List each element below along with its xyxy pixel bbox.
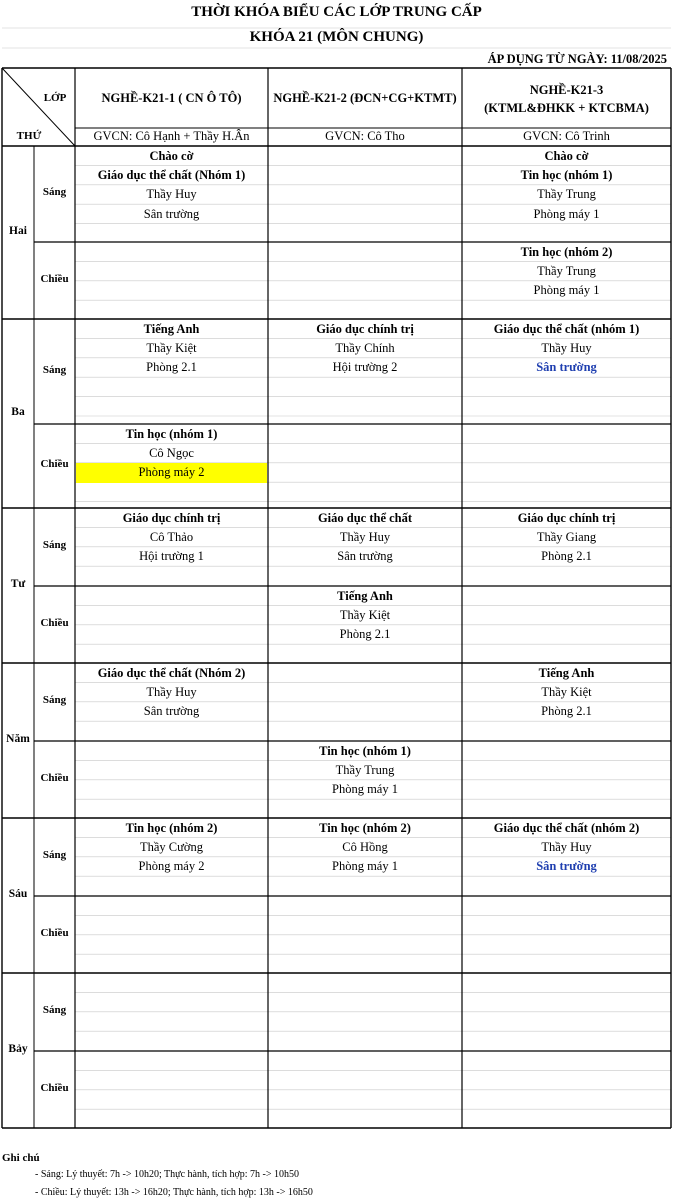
class-header-1: NGHỀ-K21-1 ( CN Ô TÔ): [101, 91, 242, 105]
page-title: THỜI KHÓA BIỂU CÁC LỚP TRUNG CẤP: [191, 4, 482, 20]
schedule-entry-line: Thầy Huy: [541, 839, 592, 854]
schedule-entry-line: Thầy Huy: [146, 187, 197, 202]
schedule-entry-line: Phòng 2.1: [541, 549, 592, 564]
schedule-entry-line: Tin học (nhóm 2): [125, 820, 218, 835]
schedule-entry-line: Tin học (nhóm 1): [520, 167, 613, 182]
schedule-entry-line: Tin học (nhóm 1): [125, 426, 218, 441]
corner-class-label: LỚP: [43, 92, 67, 104]
schedule-entry-line: Thầy Kiệt: [339, 607, 391, 622]
schedule-entry-line: Thầy Huy: [339, 529, 391, 544]
schedule-entry-line: Phòng máy 1: [533, 283, 600, 298]
session-label-afternoon: Chiều: [40, 1081, 69, 1094]
schedule-entry-line: Giáo dục thể chất (nhóm 1): [493, 321, 640, 336]
schedule-entry-line: Giáo dục thể chất (Nhóm 2): [97, 665, 246, 680]
schedule-entry-line: Thầy Trung: [335, 762, 395, 777]
session-label-afternoon: Chiều: [40, 616, 69, 629]
schedule-entry-line: Cô Ngọc: [149, 445, 194, 460]
schedule-entry-line: Giáo dục chính trị: [122, 510, 221, 525]
schedule-entry-line: Giáo dục thể chất: [317, 510, 413, 525]
schedule-entry-line: Thầy Chính: [335, 340, 395, 355]
session-label-afternoon: Chiều: [40, 926, 69, 939]
homeroom-teacher-3: GVCN: Cô Trinh: [523, 129, 610, 143]
schedule-entry-line: Hội trường 2: [332, 360, 398, 375]
schedule-entry-line: Thầy Kiệt: [146, 340, 197, 355]
schedule-entry-line: Thầy Trung: [537, 187, 596, 202]
corner-day-label: THỨ: [16, 130, 42, 142]
schedule-entry-line: Phòng máy 1: [332, 859, 398, 874]
schedule-entry-line: Thầy Trung: [537, 263, 596, 278]
schedule-entry-line: Giáo dục chính trị: [316, 321, 414, 336]
schedule-entry-line: Sân trường: [337, 549, 393, 564]
note-afternoon: - Chiều: Lý thuyết: 13h -> 16h20; Thực hành, tích hợp: 13h -> 16h50: [35, 1187, 313, 1198]
notes-title: Ghi chú: [2, 1152, 40, 1164]
schedule-entry-line: Cô Thảo: [149, 529, 194, 544]
session-label-afternoon: Chiều: [40, 458, 69, 470]
session-label-morning: Sáng: [42, 186, 67, 198]
day-label: Hai: [9, 224, 27, 237]
day-label: Bảy: [8, 1042, 28, 1055]
session-label-morning: Sáng: [42, 694, 67, 706]
schedule-entry-line: Chào cờ: [149, 148, 194, 163]
day-label: Ba: [11, 405, 25, 418]
schedule-entry-line: Phòng máy 2: [76, 463, 267, 482]
schedule-entry-line: Giáo dục chính trị: [517, 510, 616, 525]
class-header-2: NGHỀ-K21-2 (ĐCN+CG+KTMT): [273, 91, 457, 105]
session-label-morning: Sáng: [42, 539, 67, 551]
session-label-morning: Sáng: [42, 1004, 67, 1016]
session-label-morning: Sáng: [42, 849, 67, 861]
day-label: Năm: [6, 732, 30, 745]
schedule-entry-line: Tin học (nhóm 2): [319, 820, 411, 835]
schedule-entry-line: Phòng 2.1: [339, 627, 391, 642]
note-morning: - Sáng: Lý thuyết: 7h -> 10h20; Thực hành, tích hợp: 7h -> 10h50: [35, 1169, 299, 1180]
day-label: Tư: [10, 577, 26, 590]
schedule-entry-line: Chào cờ: [544, 148, 589, 163]
page-subtitle: KHÓA 21 (MÔN CHUNG): [249, 29, 424, 45]
schedule-entry-line: Sân trường: [536, 859, 597, 874]
schedule-entry-line: Giáo dục thể chất (Nhóm 1): [97, 167, 246, 182]
schedule-entry-line: Sân trường: [143, 704, 200, 719]
day-label: Sáu: [8, 887, 28, 900]
schedule-entry-line: Thầy Huy: [146, 684, 197, 699]
schedule-entry-line: Tiếng Anh: [143, 321, 200, 336]
class-header-3: (KTML&ĐHKK + KTCBMA): [484, 101, 649, 115]
schedule-entry-line: Thầy Cường: [139, 839, 204, 854]
schedule-entry-line: Tiếng Anh: [538, 665, 595, 680]
schedule-entry-line: Tiếng Anh: [337, 588, 393, 603]
schedule-entry-line: Phòng máy 2: [138, 859, 205, 874]
schedule-entry-line: Phòng 2.1: [541, 704, 592, 719]
session-label-afternoon: Chiều: [40, 771, 69, 784]
schedule-entry-line: Thầy Giang: [536, 529, 597, 544]
schedule-entry-line: Cô Hồng: [342, 839, 388, 854]
homeroom-teacher-2: GVCN: Cô Tho: [325, 129, 405, 143]
schedule-entry-line: Sân trường: [536, 360, 597, 375]
session-label-morning: Sáng: [42, 363, 67, 376]
schedule-entry-line: Phòng máy 1: [533, 206, 600, 221]
schedule-entry-line: Phòng máy 1: [332, 782, 398, 797]
schedule-entry-line: Sân trường: [143, 206, 200, 221]
class-header-3: NGHỀ-K21-3: [529, 83, 604, 97]
schedule-entry-line: Thầy Kiệt: [541, 684, 592, 699]
schedule-entry-line: Hội trường 1: [139, 549, 204, 564]
schedule-entry-line: Tin học (nhóm 2): [520, 244, 613, 259]
schedule-entry-line: Giáo dục thể chất (nhóm 2): [493, 820, 640, 835]
session-label-afternoon: Chiều: [40, 272, 69, 285]
schedule-entry-line: Phòng 2.1: [146, 360, 197, 375]
homeroom-teacher-1: GVCN: Cô Hạnh + Thầy H.Ân: [93, 129, 250, 143]
schedule-entry-line: Tin học (nhóm 1): [319, 743, 411, 758]
schedule-entry-line: Thầy Huy: [541, 340, 592, 355]
apply-date: ÁP DỤNG TỪ NGÀY: 11/08/2025: [487, 52, 667, 66]
